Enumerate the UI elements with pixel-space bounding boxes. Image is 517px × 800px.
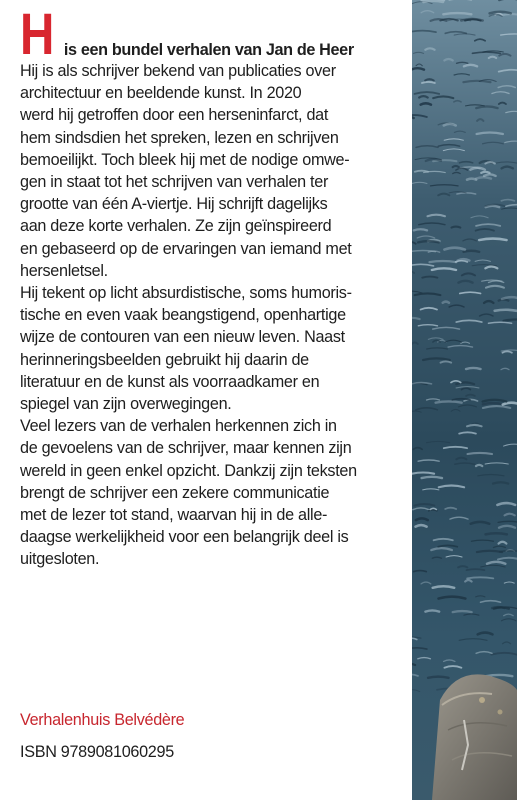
blurb-line: literatuur en de kunst als voorraadkamer en <box>20 372 320 391</box>
blurb-line: daagse werkelijkheid voor een belangrijk deel is <box>20 528 349 547</box>
cover-photo-sea <box>412 0 517 800</box>
intro-lead: is een bundel verhalen van Jan de Heer <box>63 41 354 59</box>
blurb-line: grootte van één A-viertje. Hij schrijft dagelijks <box>20 195 328 214</box>
blurb-body <box>20 60 405 571</box>
dropcap-letter: H <box>20 2 55 67</box>
blurb-line: herinneringsbeelden gebruikt hij daarin de <box>20 350 309 369</box>
blurb-line: spiegel van zijn overwegingen. <box>20 395 232 414</box>
sea-water-image <box>412 0 517 800</box>
blurb-line: de gevoelens van de schrijver, maar kennen zijn <box>20 439 352 458</box>
blurb-line: Hij is als schrijver bekend van publicaties over <box>20 62 336 80</box>
blurb-line: werd hij getroffen door een herseninfarct, dat <box>20 106 329 125</box>
blurb-line: met de lezer tot stand, waarvan hij in de alle- <box>20 506 328 525</box>
blurb-line: hem sindsdien het spreken, lezen en schrijven <box>20 128 339 147</box>
intro-line <box>20 2 405 67</box>
blurb-line: uitgesloten. <box>20 550 100 569</box>
publisher-name: Verhalenhuis Belvédère <box>20 711 185 729</box>
blurb-line: wijze de contouren van een nieuw leven. Naast <box>20 328 345 347</box>
isbn-number: ISBN 9789081060295 <box>20 743 174 761</box>
blurb-line: Veel lezers van de verhalen herkennen zich in <box>20 417 337 436</box>
blurb-line: wereld in geen enkel opzicht. Dankzij zijn teksten <box>20 461 357 480</box>
blurb-line: en gebaseerd op de ervaringen van iemand met <box>20 239 352 258</box>
blurb-line: Hij tekent op licht absurdistische, soms humoris- <box>20 284 352 303</box>
blurb-line: brengt de schrijver een zekere communicatie <box>20 483 330 502</box>
blurb-column <box>20 2 405 571</box>
blurb-line: tische en even vaak beangstigend, openhartige <box>20 306 346 325</box>
blurb-line: bemoeilijkt. Toch bleek hij met de nodige omwe- <box>20 150 350 169</box>
blurb-line: aan deze korte verhalen. Ze zijn geïnspireerd <box>20 217 332 236</box>
blurb-line: hersenletsel. <box>20 261 108 280</box>
blurb-line: architectuur en beeldende kunst. In 2020 <box>20 84 302 103</box>
blurb-line: gen in staat tot het schrijven van verhalen ter <box>20 173 329 192</box>
